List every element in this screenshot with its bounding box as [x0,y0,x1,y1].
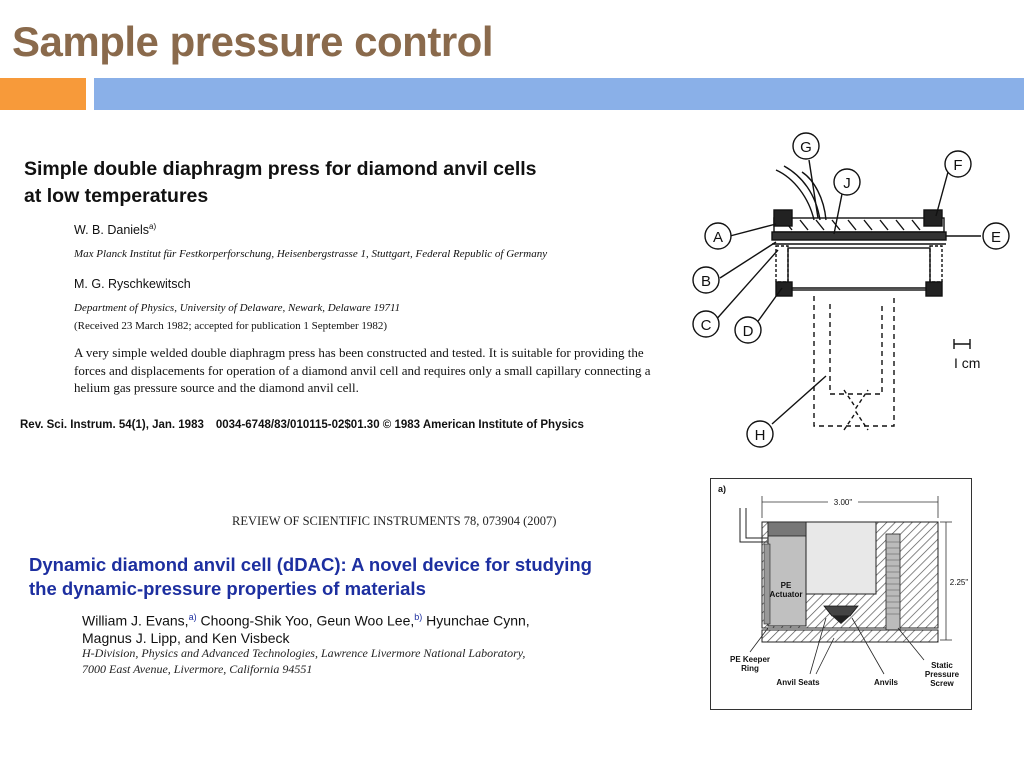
slide-title: Sample pressure control [12,18,493,65]
paper2-affiliation [82,645,622,677]
paper2-authors [82,609,602,647]
paper1-title-line1: Simple double diaphragm press for diamond anvil cells [24,158,537,180]
paper2-journal-line: REVIEW OF SCIENTIFIC INSTRUMENTS 78, 073904 (2007) [232,514,557,528]
diagram2-anvil-seats: Anvil Seats [776,678,820,687]
paper2-authors-part1: William J. Evans, [82,612,189,629]
diagram1-label-b: B [700,273,712,290]
diagram1-scale-label: I cm [954,355,981,371]
diagram1-label-g: G [800,139,812,156]
diagram2-actuator-line2: Actuator [769,590,803,599]
paper1-affiliation1: Max Planck Institut für Festkorperforschung, Heisenbergstrasse 1, Stuttgart, Federal Republic of Germany [74,248,548,260]
paper2-title-line2: the dynamic-pressure properties of materials [29,578,426,599]
diagram2-anvils: Anvils [873,678,899,687]
paper1-author1-name: W. B. Daniels [74,223,150,238]
diagram2-screw-line1: Static [931,661,953,670]
diagram2-keeper-line1: PE Keeper [729,655,771,664]
diagram2-actuator-line1: PE [780,581,792,590]
diagram1-label-h: H [754,427,766,444]
paper1-author1-sup: a) [149,222,157,231]
paper2-affil-line2: 7000 East Avenue, Livermore, California 94551 [82,662,313,676]
paper1-citation [20,419,584,431]
paper2-authors-line2: Magnus J. Lipp, and Ken Visbeck [82,629,290,646]
diagram1-label-a: A [712,229,724,246]
diagram2-dim-width: 3.00" [833,498,853,507]
diagram1-label-e: E [990,229,1002,246]
diagram2-dim-height: 2.25" [949,578,969,587]
paper2-title-line1: Dynamic diamond anvil cell (dDAC): A novel device for studying [29,554,592,575]
paper2-authors-line1 [82,609,602,630]
paper1-title [24,156,644,210]
paper2-authors-sup1: a) [188,612,197,622]
diagram2-screw-line2: Pressure [924,670,960,679]
ddac-schematic-diagram [710,478,972,710]
paper2-authors-sup2: b) [414,612,423,622]
paper2-affil-line1: H-Division, Physics and Advanced Technologies, Lawrence Livermore National Laboratory, [82,646,526,660]
diaphragm-press-diagram [684,128,1024,458]
diagram1-label-c: C [700,317,712,334]
paper2-authors-part2: Choong-Shik Yoo, Geun Woo Lee, [196,612,415,629]
diagram2-panel-label: a) [718,484,727,494]
diagram1-label-f: F [953,157,963,174]
diagram1-label-d: D [742,323,754,340]
diagram2-keeper-line2: Ring [741,664,759,673]
accent-bar-blue [94,78,1024,110]
paper1-abstract: A very simple welded double diaphragm press has been constructed and tested. It is suitable for providing the forces and displacements for operation of a diamond anvil cell and requires only a small capillary connecting a helium gas pressure source and the diamond anvil cell. [74,345,651,395]
diagram2-screw-line3: Screw [930,679,954,688]
paper1-author1 [74,222,156,237]
paper1-citation-copyright: © 1983 American Institute of Physics [382,419,584,431]
paper1-affiliation2: Department of Physics, University of Delaware, Newark, Delaware 19711 [74,302,401,314]
paper1-title-line2: at low temperatures [24,185,209,207]
paper2-authors-part3: Hyunchae Cynn, [422,612,530,629]
paper1-received: (Received 23 March 1982; accepted for publication 1 September 1982) [74,320,388,332]
accent-bar-orange [0,78,86,110]
paper1-citation-journal: Rev. Sci. Instrum. 54(1), Jan. 1983 [20,419,204,431]
diagram1-label-j: J [843,175,851,192]
paper1-author2: M. G. Ryschkewitsch [74,277,191,291]
paper1-citation-code: 0034-6748/83/010115-02$01.30 [215,419,380,431]
paper2-title [29,553,689,601]
